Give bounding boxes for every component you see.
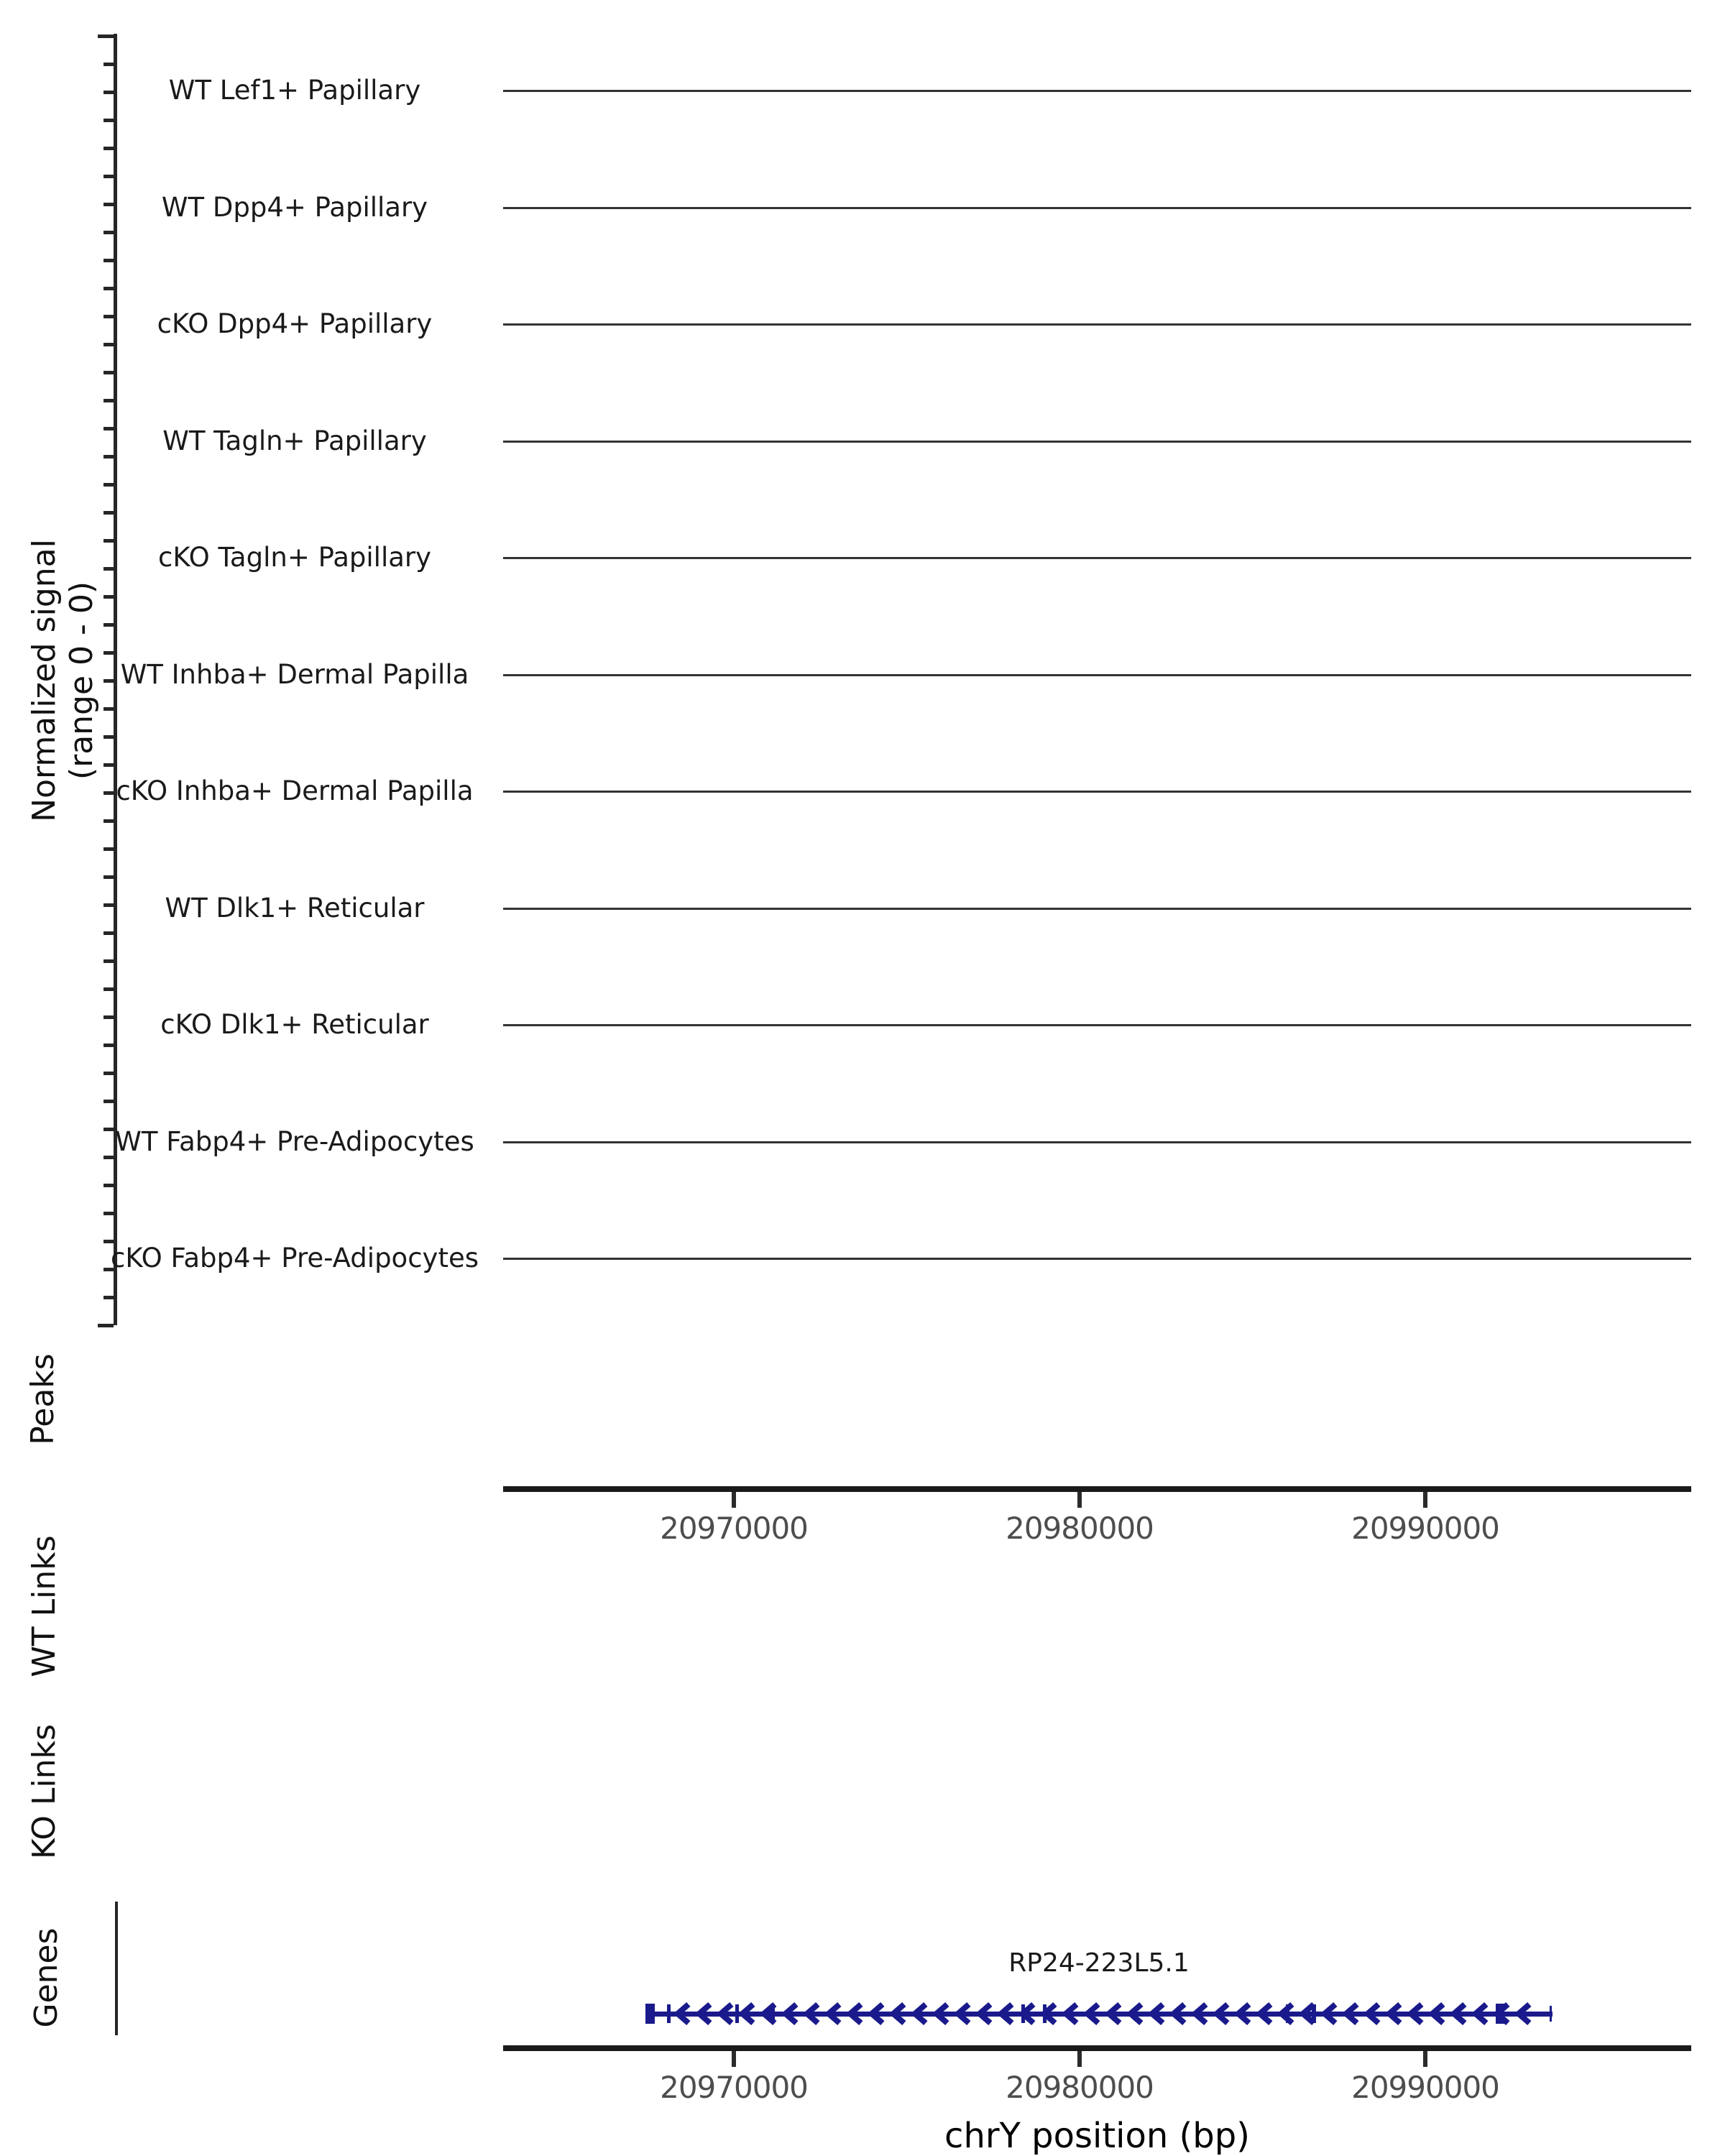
peaks-axis-line <box>503 1486 1691 1492</box>
signal-y-axis-tick <box>104 1296 114 1299</box>
genes-axis-tick-label: 20970000 <box>660 2070 808 2105</box>
signal-y-axis-tick <box>104 371 114 374</box>
signal-y-axis-tick <box>104 1100 114 1103</box>
peaks-axis-tick-label: 20990000 <box>1351 1511 1499 1546</box>
signal-y-axis-tick <box>104 1212 114 1215</box>
peaks-axis-tick <box>732 1492 736 1508</box>
gene-exon-tick <box>1043 2004 1046 2023</box>
track-signal-line <box>503 90 1691 92</box>
track-label: cKO Dpp4+ Papillary <box>157 308 433 339</box>
signal-y-axis-tick <box>104 1072 114 1075</box>
gene-exon-tick <box>1021 2004 1025 2023</box>
signal-y-axis-tick <box>104 511 114 515</box>
genes-axis-tick <box>732 2051 736 2067</box>
signal-y-axis-tick <box>104 847 114 851</box>
genes-axis-line <box>503 2045 1691 2051</box>
peaks-axis-tick <box>1423 1492 1427 1508</box>
signal-y-axis-tick <box>104 595 114 599</box>
track-label: cKO Tagln+ Papillary <box>157 542 432 573</box>
signal-axis-label-line2: (range 0 - 0) <box>63 581 100 780</box>
track-label: cKO Dlk1+ Reticular <box>160 1009 429 1040</box>
track-label: WT Tagln+ Papillary <box>162 425 427 456</box>
gene-exon-tick <box>1312 2004 1316 2023</box>
track-signal-line <box>503 441 1691 443</box>
track-signal-line <box>503 323 1691 326</box>
ko-links-section-label: KO Links <box>26 1723 63 1860</box>
x-axis-title: chrY position (bp) <box>944 2116 1250 2156</box>
signal-y-axis-tick <box>104 763 114 767</box>
track-signal-line <box>503 908 1691 910</box>
genes-axis-tick-label: 20980000 <box>1006 2070 1154 2105</box>
signal-y-axis-tick <box>104 259 114 262</box>
signal-y-axis-tick <box>104 987 114 991</box>
gene-name-label: RP24-223L5.1 <box>1008 1948 1190 1978</box>
peaks-axis-tick <box>1077 1492 1082 1508</box>
gene-exon-tick <box>771 2004 775 2023</box>
signal-y-axis-tick <box>104 119 114 122</box>
signal-y-axis-end-tick <box>98 1324 114 1327</box>
signal-y-axis-tick <box>104 63 114 66</box>
genes-axis-tick <box>1077 2051 1082 2067</box>
gene-exon-block <box>1496 2004 1505 2024</box>
genes-axis-tick <box>1423 2051 1427 2067</box>
peaks-section-label: Peaks <box>24 1353 61 1445</box>
gene-exon-tick <box>667 2004 671 2023</box>
track-label: WT Fabp4+ Pre-Adipocytes <box>115 1125 474 1157</box>
gene-body-line <box>645 2012 1553 2017</box>
signal-y-axis-tick <box>104 819 114 823</box>
track-label: WT Lef1+ Papillary <box>168 75 421 106</box>
track-signal-line <box>503 1141 1691 1143</box>
track-signal-line <box>503 791 1691 793</box>
signal-y-axis-tick <box>104 931 114 935</box>
track-label: cKO Fabp4+ Pre-Adipocytes <box>110 1243 479 1273</box>
signal-y-axis-tick <box>104 287 114 290</box>
signal-y-axis-tick <box>104 231 114 234</box>
track-signal-line <box>503 674 1691 676</box>
signal-y-axis-tick <box>104 147 114 150</box>
gene-exon-tick <box>735 2004 739 2023</box>
track-label: WT Dpp4+ Papillary <box>161 191 428 223</box>
genes-bracket-line <box>115 1902 118 2035</box>
track-label: WT Inhba+ Dermal Papilla <box>120 658 469 690</box>
signal-y-axis-tick <box>104 399 114 402</box>
gene-exon-block <box>645 2004 655 2024</box>
peaks-axis-tick-label: 20970000 <box>660 1511 808 1546</box>
wt-links-section-label: WT Links <box>26 1535 63 1677</box>
gene-exon-tick <box>1550 2006 1552 2022</box>
gene-exon-tick <box>1286 2004 1289 2023</box>
signal-y-axis-tick <box>104 707 114 711</box>
track-label: WT Dlk1+ Reticular <box>165 892 425 923</box>
signal-y-axis-end-tick <box>98 34 114 38</box>
signal-y-axis-tick <box>104 623 114 627</box>
track-signal-line <box>503 207 1691 209</box>
signal-y-axis-tick <box>104 875 114 879</box>
signal-y-axis-tick <box>104 483 114 487</box>
genes-axis-tick-label: 20990000 <box>1351 2070 1499 2105</box>
signal-axis-label-line1: Normalized signal <box>26 539 63 822</box>
signal-y-axis-tick <box>104 735 114 739</box>
track-signal-line <box>503 1258 1691 1260</box>
peaks-axis-tick-label: 20980000 <box>1006 1511 1154 1546</box>
signal-y-axis-tick <box>104 175 114 178</box>
track-signal-line <box>503 1024 1691 1026</box>
track-label: cKO Inhba+ Dermal Papilla <box>116 775 474 806</box>
track-signal-line <box>503 557 1691 559</box>
genes-section-label: Genes <box>28 1927 65 2028</box>
signal-y-axis-tick <box>104 959 114 963</box>
signal-y-axis-tick <box>104 1184 114 1187</box>
